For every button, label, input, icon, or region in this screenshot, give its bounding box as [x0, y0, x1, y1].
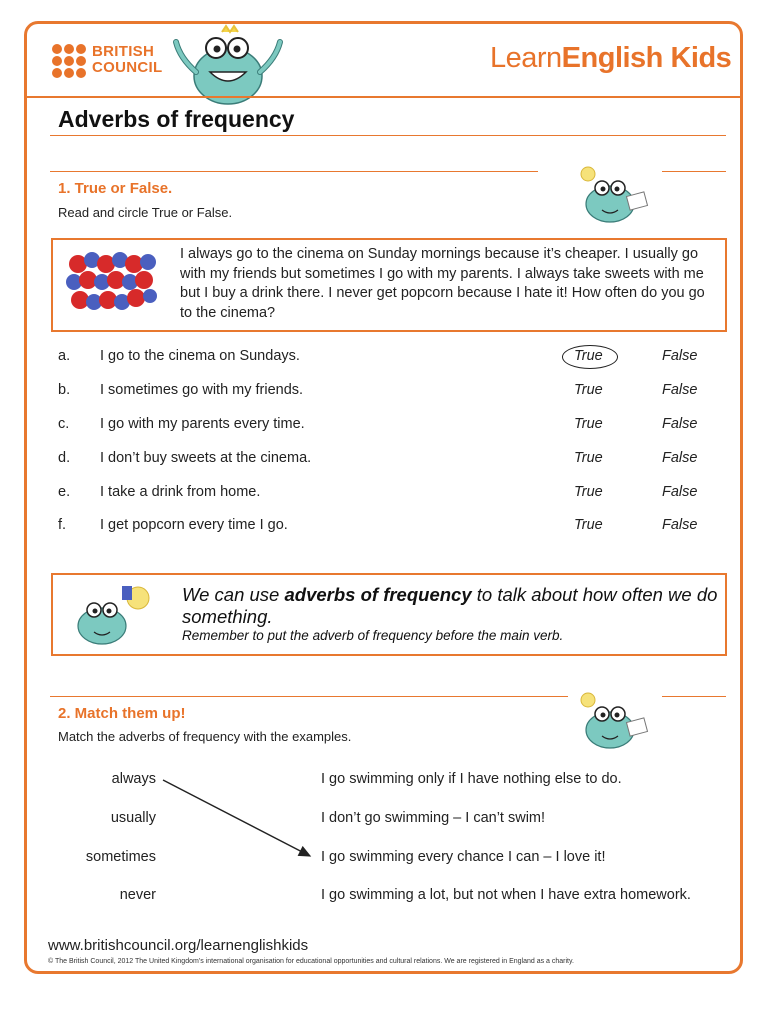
section1-instruction: Read and circle True or False.	[58, 205, 233, 220]
false-option[interactable]: False	[662, 484, 698, 500]
copyright-text: © The British Council, 2012 The United Kingdom’s international organisation for educational opportunities and cultural relations. We are registered in England as a charity.	[48, 958, 574, 965]
example-item[interactable]: I go swimming only if I have nothing else to do.	[321, 771, 622, 787]
statement-letter: c.	[58, 416, 70, 432]
adverb-item[interactable]: never	[119, 887, 156, 903]
true-option[interactable]: True	[574, 450, 603, 466]
bc-line2: COUNCIL	[92, 59, 163, 76]
adverb-item[interactable]: always	[111, 771, 156, 787]
statement-letter: a.	[58, 348, 71, 364]
lek-kids: Kids	[670, 42, 732, 74]
false-option[interactable]: False	[662, 450, 698, 466]
false-option[interactable]: False	[662, 382, 698, 398]
footer-url[interactable]: www.britishcouncil.org/learnenglishkids	[48, 937, 309, 954]
example-item[interactable]: I go swimming every chance I can – I love it!	[321, 849, 606, 865]
statement-text: I go to the cinema on Sundays.	[100, 348, 300, 364]
true-option[interactable]: True	[574, 382, 603, 398]
statement-letter: d.	[58, 450, 71, 466]
true-option[interactable]: True	[574, 416, 603, 432]
statement-text: I don’t buy sweets at the cinema.	[100, 450, 312, 466]
example-item[interactable]: I go swimming a lot, but not when I have extra homework.	[321, 887, 691, 903]
true-option[interactable]: True	[574, 517, 603, 533]
tip-post: to talk about how often we do something.	[182, 584, 718, 627]
statement-text: I get popcorn every time I go.	[100, 517, 288, 533]
bc-line1: BRITISH	[92, 43, 155, 60]
tip-pre: We can use	[182, 584, 285, 605]
lek-english: English	[561, 42, 663, 74]
true-option[interactable]: True	[574, 348, 603, 364]
section1-heading: 1. True or False.	[58, 180, 173, 197]
adverb-item[interactable]: usually	[110, 810, 156, 826]
adverb-item[interactable]: sometimes	[85, 849, 156, 865]
reading-passage: I always go to the cinema on Sunday mornings because it’s cheaper. I usually go with my friends but sometimes I go with my parents. I always take sweets with me but I buy a drink there. I never get popcorn because I hate it! How often do you go to the cinema?	[180, 246, 705, 321]
lek-learn: Learn	[490, 42, 562, 74]
example-item[interactable]: I don’t go swimming – I can’t swim!	[321, 810, 546, 826]
tip-bold: adverbs of frequency	[284, 584, 472, 605]
page-title: Adverbs of frequency	[58, 106, 295, 132]
true-option[interactable]: True	[574, 484, 603, 500]
statement-letter: f.	[58, 517, 67, 533]
tip-sub-text: Remember to put the adverb of frequency before the main verb.	[182, 628, 564, 643]
false-option[interactable]: False	[662, 517, 698, 533]
statement-text: I go with my parents every time.	[100, 416, 305, 432]
false-option[interactable]: False	[662, 348, 698, 364]
section2-heading: 2. Match them up!	[58, 705, 186, 722]
statement-text: I take a drink from home.	[100, 484, 261, 500]
statement-letter: e.	[58, 484, 71, 500]
false-option[interactable]: False	[662, 416, 698, 432]
section2-instruction: Match the adverbs of frequency with the examples.	[58, 729, 352, 744]
statement-text: I sometimes go with my friends.	[100, 382, 304, 398]
statement-letter: b.	[58, 382, 71, 398]
